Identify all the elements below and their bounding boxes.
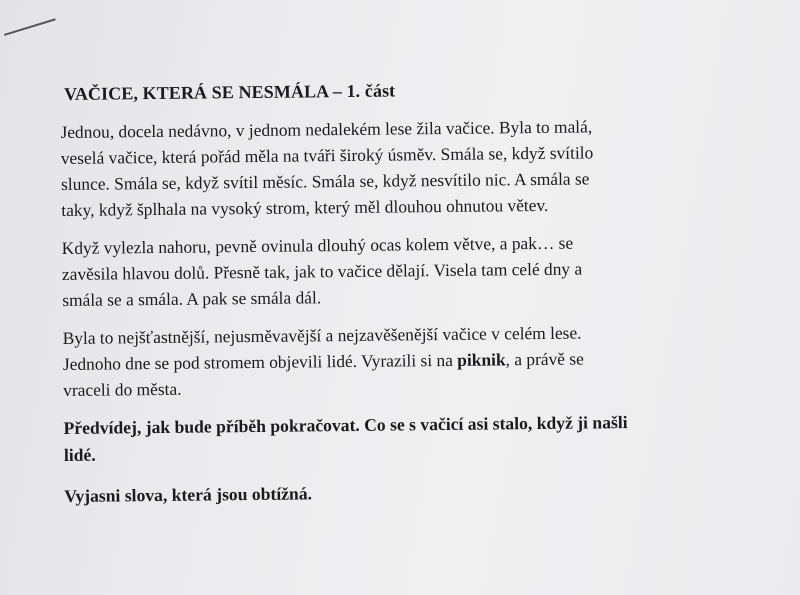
task-line: lidé. (63, 444, 96, 465)
paragraph-line: slunce. Smála se, když svítil měsíc. Smála se, když nesvítilo nic. A smála se (60, 168, 590, 194)
document-body (60, 77, 755, 524)
paragraph-line: zavěsila hlavou dolů. Přesně tak, jak to vačice dělají. Visela tam celé dny a (61, 258, 583, 284)
task-predict (63, 408, 754, 469)
paragraph-text: Jednoho dne se pod stromem objevili lidé. Vyrazili si na (62, 349, 458, 374)
paragraph-line: vraceli do města. (63, 378, 182, 400)
keyword-piknik: piknik (457, 349, 506, 370)
paragraph-1 (60, 112, 751, 223)
paragraph-line: smála se a smála. A pak se smála dál. (62, 287, 322, 310)
task-clarify: Vyjasni slova, která jsou obtížná. (64, 483, 313, 506)
paragraph-line: Jednou, docela nedávno, v jednom nedalekém lese žila vačice. Byla to malá, (60, 116, 593, 142)
paragraph-text: , a právě se (505, 348, 584, 370)
paragraph-line: Když vylezla nahoru, pevně ovinula dlouhý ocas kolem větve, a pak… se (61, 232, 574, 258)
paragraph-2 (62, 228, 753, 313)
document-title: VAČICE, KTERÁ SE NESMÁLA – 1. část (63, 80, 396, 104)
pencil-mark (4, 18, 56, 36)
paragraph-line: Byla to nejšťastnější, nejusměvavější a nejzavěšenější vačice v celém lese. (62, 322, 582, 348)
paragraph-line: taky, když šplhala na vysoký strom, který měl dlouhou ohnutou větev. (61, 194, 549, 220)
paragraph-line: veselá vačice, která pořád měla na tváři široký úsměv. Smála se, když svítilo (60, 142, 594, 168)
task-line: Předvídej, jak bude příběh pokračovat. Co se s vačicí asi stalo, když ji našli (63, 412, 628, 438)
paragraph-3 (63, 318, 754, 403)
